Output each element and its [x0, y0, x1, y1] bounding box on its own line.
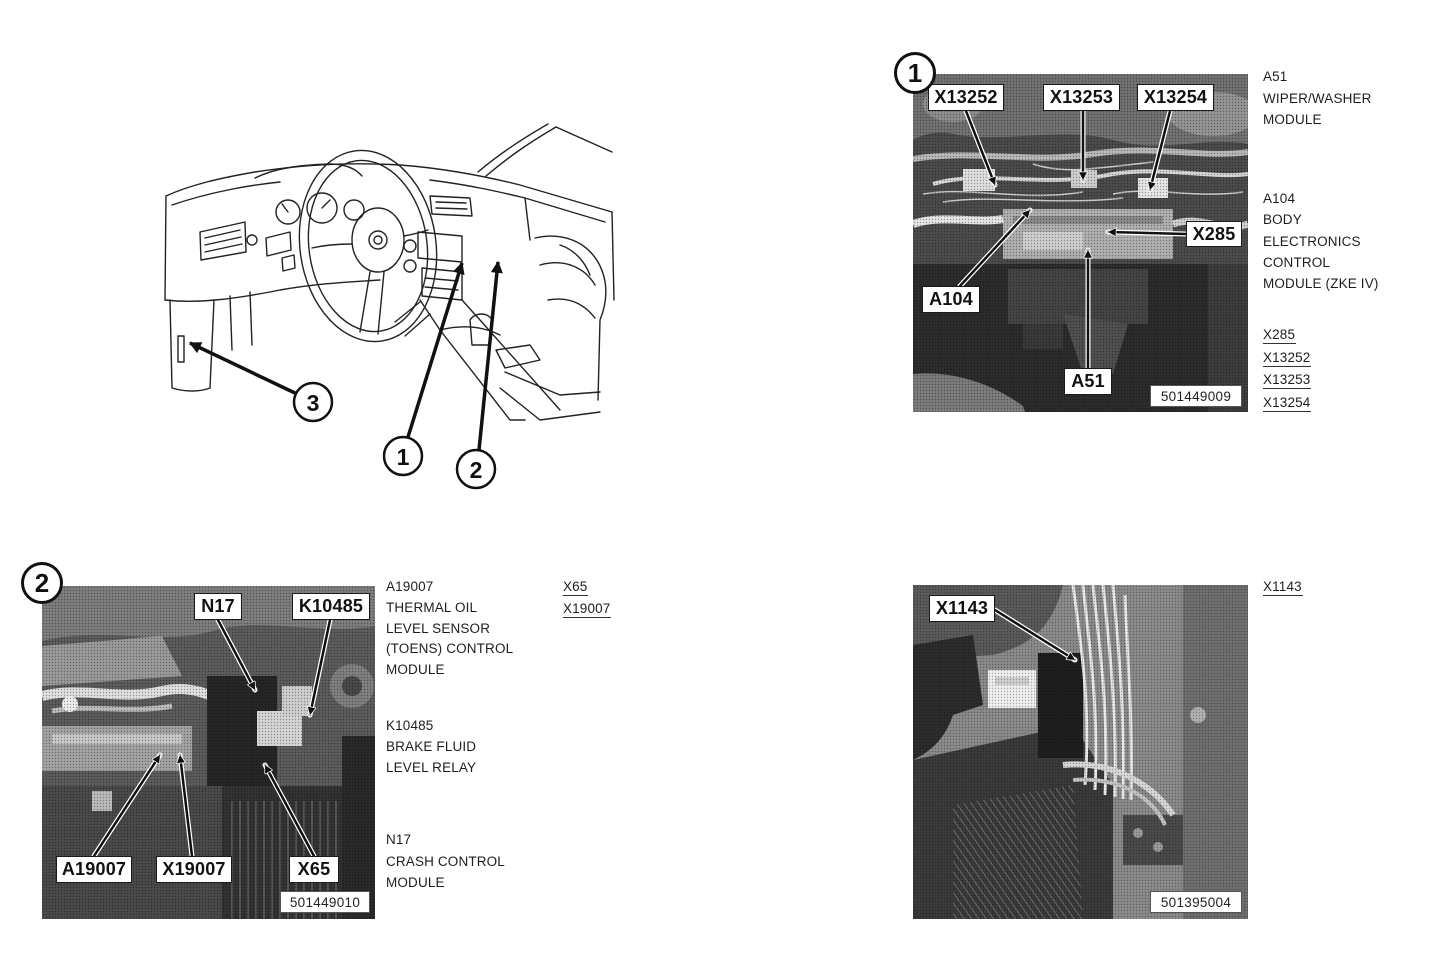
center-console	[420, 300, 600, 420]
label-x285: X285	[1186, 221, 1242, 247]
legend-a51	[1263, 66, 1372, 131]
connector-list	[1263, 324, 1311, 415]
label-x19007: X19007	[156, 856, 232, 883]
connector-code: X19007	[563, 601, 611, 616]
legend-description-line: CRASH CONTROL	[386, 853, 505, 869]
legend-a104	[1263, 188, 1379, 294]
legend-description-line: ELECTRONICS	[1263, 233, 1361, 249]
callout-1-arrow	[408, 263, 462, 437]
legend-description-line: LEVEL SENSOR	[386, 620, 491, 636]
passenger-seat	[535, 212, 614, 400]
panel-2-number-circle: 2	[21, 562, 63, 604]
legend-description-line: MODULE	[1263, 112, 1322, 127]
windshield-pillar	[478, 124, 612, 240]
legend-code: A19007	[386, 579, 434, 594]
instrument-cluster	[255, 164, 364, 224]
label-k10485: K10485	[292, 593, 370, 620]
legend-description-line: MODULE	[386, 875, 445, 890]
left-air-vent	[200, 222, 295, 271]
label-a19007: A19007	[56, 856, 132, 883]
connector-code: X1143	[1263, 579, 1302, 594]
connector-code: X13254	[1263, 395, 1311, 411]
callout-3-arrow	[190, 343, 297, 394]
label-n17: N17	[194, 593, 242, 620]
legend-description-line: MODULE	[386, 662, 445, 677]
label-a51: A51	[1064, 368, 1112, 395]
panel-1-number-circle: 1	[894, 52, 936, 94]
connector-code: X65	[563, 579, 588, 594]
connector-code: X285	[1263, 327, 1296, 342]
lower-left-dash-panel	[165, 196, 380, 391]
callout-3-number: 3	[306, 390, 320, 416]
photo-wiper-module-location	[913, 74, 1248, 412]
label-x1143: X1143	[929, 595, 995, 622]
legend-description-line: CONTROL	[1263, 254, 1331, 270]
photo-image	[913, 585, 1248, 919]
legend-code: K10485	[386, 718, 434, 733]
legend-description-line: BODY	[1263, 212, 1302, 228]
label-x65: X65	[289, 856, 339, 883]
label-x13253: X13253	[1043, 84, 1120, 111]
legend-description-line: LEVEL RELAY	[386, 760, 477, 775]
legend-code: A51	[1263, 69, 1288, 84]
legend-k10485	[386, 715, 476, 778]
legend-n17	[386, 829, 505, 894]
photo-crash-control-module-location	[42, 586, 375, 919]
legend-code: A104	[1263, 191, 1296, 206]
photo-reference-number: 501449009	[1150, 385, 1242, 407]
dashboard-top	[166, 164, 612, 222]
legend-code: N17	[386, 832, 412, 847]
callout-2-number: 2	[469, 457, 483, 483]
center-stack	[404, 196, 472, 300]
legend-a19007	[386, 577, 513, 681]
dashboard-line-art	[165, 124, 614, 420]
legend-description-line: WIPER/WASHER	[1263, 90, 1372, 106]
callout-2	[457, 262, 498, 488]
connector-code: X13253	[1263, 372, 1311, 388]
callout-1-number: 1	[396, 444, 410, 470]
callout-2-arrow	[479, 262, 498, 450]
connector-code: X13252	[1263, 349, 1311, 365]
callout-3	[190, 343, 332, 421]
legend-description-line: MODULE (ZKE IV)	[1263, 276, 1379, 291]
connector-list	[1263, 576, 1303, 598]
connector-list	[563, 576, 611, 620]
legend-description-line: (TOENS) CONTROL	[386, 641, 514, 657]
photo-reference-number: 501449010	[280, 891, 370, 913]
label-x13254: X13254	[1137, 84, 1214, 111]
legend-description-line: THERMAL OIL	[386, 599, 478, 615]
steering-wheel	[287, 141, 448, 350]
label-a104: A104	[922, 286, 980, 313]
dashboard-overview-drawing	[150, 110, 620, 500]
photo-x1143-connector-location	[913, 585, 1248, 919]
photo-reference-number: 501395004	[1150, 891, 1242, 913]
callout-1	[384, 263, 462, 475]
label-x13252: X13252	[928, 84, 1004, 111]
legend-description-line: BRAKE FLUID	[386, 739, 477, 754]
